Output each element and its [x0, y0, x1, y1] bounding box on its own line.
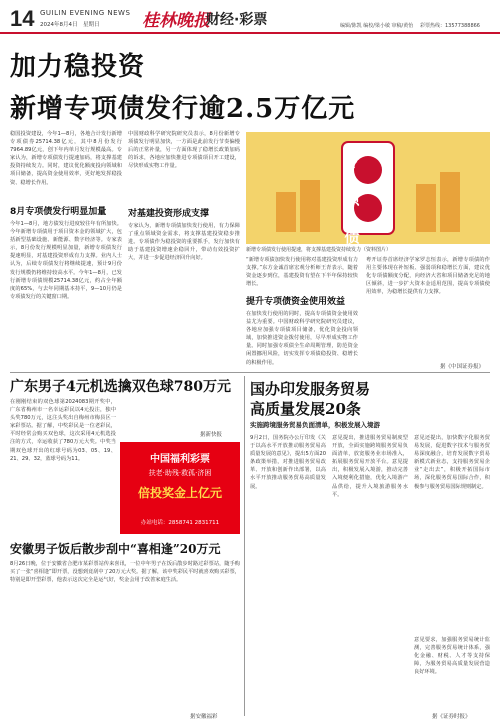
lead-column-4: 粤开证券首席经济学家罗志恒表示，新增专项债的作用主要体现在补短板、强弱项和稳增长方面，建议优化专项债额度分配，向经济大省和项目储备充足的地区倾斜，进一步扩大资本金适用范围，提高专项债使用效率，为稳增长提供有力支撑。 — [366, 257, 490, 296]
special-bond-illustration — [246, 132, 490, 244]
lead-subhead-3: 提升专项债资金使用效益 — [246, 297, 346, 307]
lottery-headline: 广东男子4元机选擒双色球780万元 — [10, 379, 231, 395]
column-divider — [244, 376, 245, 716]
welfare-lottery-ad — [120, 442, 240, 534]
lead-headline-line1: 加力稳投资 — [10, 52, 146, 82]
lead-image — [246, 132, 490, 244]
editor-credit: 编辑/陈凯 编校/梁小敏 审稿/黄怡 — [340, 23, 414, 29]
lead-source: 据《中国证券报》 — [440, 364, 485, 370]
ad-sub: 倍投奖金上亿元 — [137, 486, 222, 500]
trade-source: 据《证券时报》 — [432, 714, 471, 720]
lead-column-2b: 专家认为，新增专项债加快发行使用，有力保障了重点领域资金需求，将支撑基建投资稳步推进。专项债作为稳投资的重要抓手，发行加快有助于基建投资增速企稳回升，带动有效投资扩大，并进一步促进经济回升向好。 — [128, 223, 240, 262]
ad-slogan: 扶老·助残·救孤·济困 — [148, 469, 212, 477]
page-number: 14 — [10, 6, 35, 31]
image-caption: 新增专项债发行使用提速，将支撑基建投资持续发力（资料图片） — [246, 247, 392, 253]
trade-body-4: 意见要求，加强服务贸易统计监测，完善服务贸易统计体系，强化金融、财税、人才等支持保障，为服务贸易高质量发展营造良好环境。 — [414, 637, 490, 676]
trade-subhead: 实施跨境服务贸易负面清单，积极发展入境游 — [250, 421, 380, 429]
trade-body-3: 意见还提出，加快数字化服务贸易发展，促进数字技术与服务贸易深度融合，培育发展数字贸易新模式新业态，支持服务贸易企业“走出去”，积极开拓国际市场，深化服务贸易国际合作，积极参与服务贸易国际规则制定。 — [414, 435, 490, 490]
lead-subhead-2: 对基建投资形成支撑 — [128, 209, 210, 219]
lead-column-1: 今年1—8月，地方债发行进度较往年有所加快。今年新增专项债用于项目资本金的领域扩大，包括新型基础设施、新能源、数字经济等。专家表示，8月份发行规模明显加量，新增专项债发行提速明显，对基建投资形成有力支撑。业内人士认为，后续专项债发行将继续提速，预计9月份发行规模仍将维持较高水平。今年1—8月，已发行新增专项债规模25714.38亿元，约占全年额度的65%，与去年同期基本持平，9—10月仍是专项债发行的关键窗口期。 — [10, 221, 122, 300]
lottery-body: 在刚刚结束的双色球第2024083期开奖中，广东省梅州市一名幸运彩民以4元投注，独中头奖780万元，这注头奖出自梅州市梅县区一家彩票站。据了解，中奖彩民是一位老彩民，平时经常会购买双色球，这次采用4元机选投注的方式，幸运收获了780万元大奖。中奖当期双色球开出的红球号码为03、05、19、21、29、32，蓝球号码为11。 — [10, 399, 116, 462]
lead-column-3: 在加快发行使用的同时，提高专项债资金使用效益尤为重要。中国财政科学研究院研究员建议，各地应加强专项债项目储备，优化资金投向领域，加快推进资金拨付使用，尽早形成实物工作量。同时加强专项债全生命周期管理，防范资金闲置挪用风险，切实发挥专项债稳投资、稳增长的积极作用。 — [246, 311, 358, 366]
lead-subhead-1: 8月专项债发行明显加量 — [10, 207, 107, 217]
lottery-source: 据新快报 — [200, 432, 223, 438]
lead-intro: 稳国投资建设，今年1—8月，各地合计发行新增专项债券25714.38亿元，其中8月份发行7964.89亿元，创下年内单月发行规模最高。专家认为，新增专项债发行提速加码，将支撑基建投资持续发力。同时，建议优化额度投向领域和项目储备，提高资金使用效率，更好地发挥稳投资、稳增长作用。 — [10, 131, 122, 186]
ad-phone: 办站电话：2858741 2831711 — [140, 520, 220, 526]
lottery2-source: 据安徽福彩 — [190, 714, 218, 720]
trade-headline-line2: 高质量发展20条 — [250, 400, 361, 418]
lead-column-3-top: “新增专项债加快发行使用将对基建投资形成有力支撑。”东方金诚首席宏观分析师王青表示，随着资金逐步到位，基建投资有望在下半年保持较快增长。 — [246, 257, 358, 288]
ad-title: 中国福利彩票 — [150, 454, 210, 465]
section-title: 财经·彩票 — [206, 12, 268, 28]
brand-english: GUILIN EVENING NEWS — [40, 9, 131, 17]
lottery2-headline: 安徽男子饭后散步刮中“喜相逢”20万元 — [10, 542, 221, 556]
trade-headline-line1: 国办印发服务贸易 — [250, 380, 371, 398]
lead-headline-line2: 新增专项债发行逾2.5万亿元 — [10, 94, 356, 124]
lottery2-body: 8月26日晚，位于安徽省合肥市某彩票站传来喜讯，一位中年男子在饭后散步时路过彩票站，随手购买了一张“喜相逢”即开票，没想到竟刮中了20万元大奖。据了解，该中奖彩民平时就喜欢购买彩票，特别是即开型彩票，他表示这次完全是运气好，奖金会用于改善家庭生活。 — [10, 561, 240, 584]
image-title: 专项债 — [344, 152, 360, 246]
lead-column-2: 中国财政科学研究院研究员表示，8月份新增专项债发行明显加快，一方面是此前发行节奏偏慢后的正常补量，另一方面体现了稳增长政策加码的诉求，各地应加快推进专项债项目开工建设，尽快形成实物工作量。 — [128, 131, 240, 170]
trade-body-1: 9月2日，国务院办公厅印发《关于以高水平开放推动服务贸易高质量发展的意见》，提出5方面20条政策举措，对推进服务贸易改革、开放和创新作出部署，以高水平开放推动服务贸易高质量发展。 — [250, 435, 326, 490]
issue-date: 2024年8月4日 星期日 — [40, 22, 100, 28]
contact-line: 彩票热线：13577388866 — [420, 23, 480, 29]
section-divider — [10, 372, 490, 373]
trade-body-2: 意见提出，推进服务贸易制度型开放，全面实施跨境服务贸易负面清单，放宽服务业市场准入，拓展服务贸易开放平台。意见提出，积极发展入境游，推动完善入境便利化措施，优化入境游产品供给，提升入境旅游服务水平。 — [332, 435, 408, 498]
masthead-logo: 桂林晚报 — [142, 11, 210, 31]
